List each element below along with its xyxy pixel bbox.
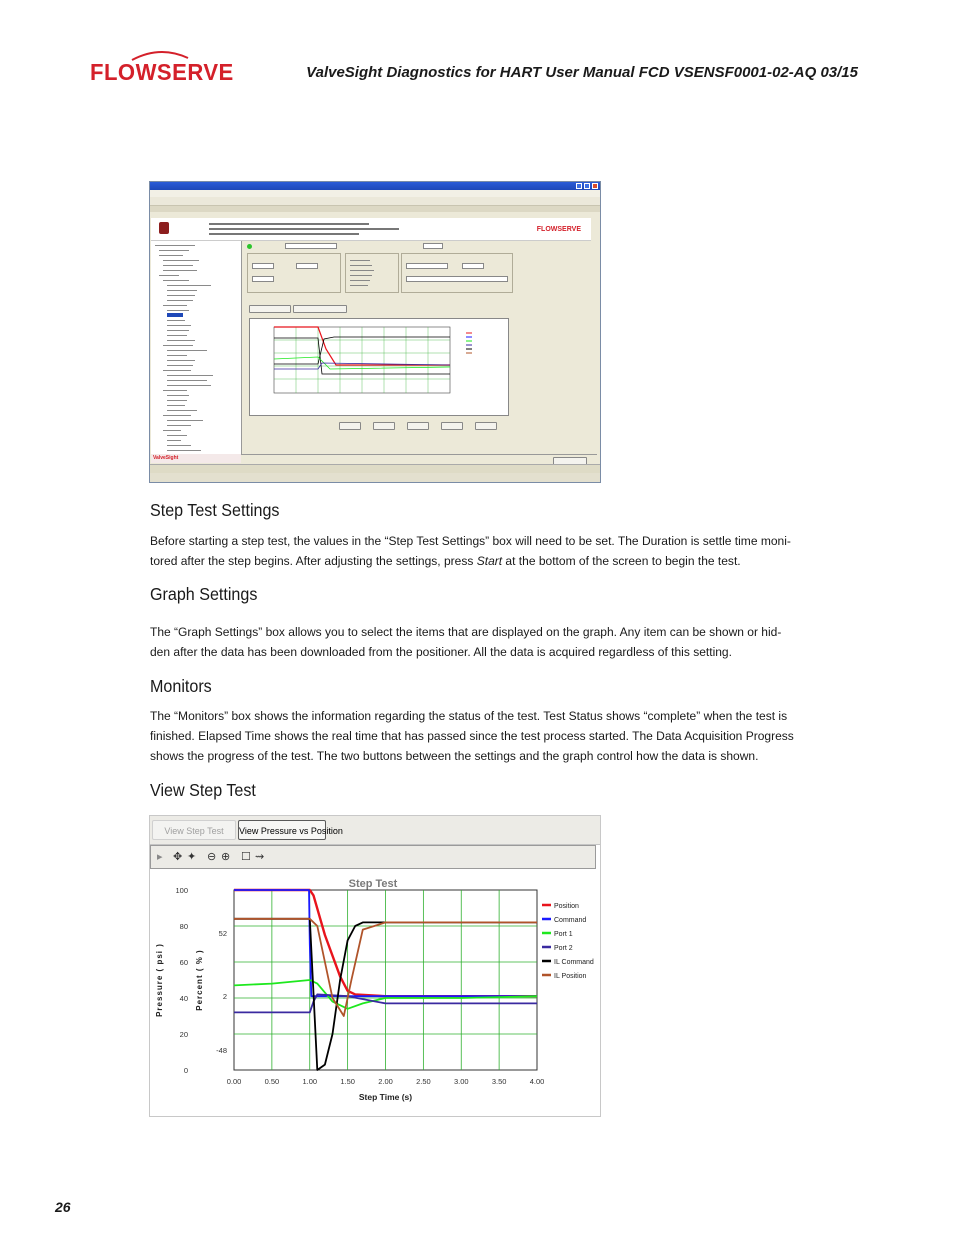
paragraph-line: den after the data has been downloaded from the positioner. All the data is acquired regardless of this setting. [150,645,732,659]
section-heading-step-test-settings: Step Test Settings [150,500,280,520]
x-tick-label: 1.00 [302,1077,318,1086]
app-titlebar [150,182,600,190]
x-tick-label: 3.50 [491,1077,507,1086]
navigation-tree [151,241,242,454]
app-view-step-test-button[interactable] [249,305,291,313]
graph-toolbar [150,845,596,869]
legend-label: IL Position [554,973,587,980]
x-axis-label: Step Time (s) [358,1092,413,1102]
y-tick-label-pressure: 60 [179,958,188,967]
app-start-button[interactable] [339,422,361,430]
x-tick-label: 2.50 [416,1077,431,1086]
view-button-bar [150,816,600,845]
x-tick-label: 0.50 [264,1077,280,1086]
app-step-test-graph [249,318,509,416]
app-load-button[interactable] [373,422,395,430]
step-test-settings-box [247,253,341,293]
y-tick-label-pressure: 40 [179,994,188,1003]
y-tick-label-pressure: 0 [183,1066,188,1075]
page-number: 26 [55,1199,71,1215]
app-screenshot [149,181,601,483]
flowserve-logo [90,57,234,87]
step-test-pane [243,241,591,454]
y-tick-label-pressure: 100 [175,886,188,895]
legend-label: Port 1 [554,931,573,938]
app-statusbar [150,473,600,482]
app-view-pressure-button[interactable] [293,305,347,313]
fit-icon[interactable]: ⇝ [255,851,265,863]
pan-icon[interactable]: ✥ [173,851,183,863]
status-led-icon [247,244,252,249]
zoom-select-icon[interactable]: ✦ [187,851,197,863]
app-taskbar [150,464,600,473]
line-part: at the bottom of the screen to begin the test. [502,554,741,568]
app-help-button[interactable] [475,422,497,430]
y-axis-label-pressure: Pressure ( psi ) [155,943,164,1017]
paragraph-line-with-emphasis [150,551,810,571]
minimize-icon[interactable] [576,183,582,189]
app-menubar [150,190,600,197]
device-icon [159,222,169,234]
paragraph-step-test-settings [150,531,810,571]
y-tick-label-percent: 2 [222,992,227,1002]
y-tick-label-percent: 52 [218,929,227,939]
monitors-box [401,253,513,293]
device-info-panel [151,218,591,241]
app-graph-svg [250,319,508,415]
paragraph-line: shows the progress of the test. The two buttons between the settings and the graph control how the data is shown. [150,749,759,763]
x-tick-label: 3.00 [453,1077,469,1086]
page-header-title: ValveSight Diagnostics for HART User Manual FCD VSENSF0001-02-AQ 03/15 [306,64,858,81]
legend-label: Position [554,903,579,910]
zoom-in-icon[interactable]: ⊕ [221,851,231,863]
x-tick-label: 2.00 [378,1077,393,1086]
app-save-button[interactable] [407,422,429,430]
app-valvesight-logo: ValveSight [151,454,241,463]
logo-text: FLOWSERVE [90,59,234,85]
paragraph-monitors [150,706,810,766]
zoom-out-icon[interactable]: ⊖ [207,851,217,863]
chart-title: Step Test [348,878,398,890]
x-tick-label: 1.50 [340,1077,355,1086]
play-arrow-icon[interactable]: ▸ [157,851,163,863]
mini-flowserve-logo: FLOWSERVE [536,226,581,233]
step-test-chart [150,870,600,1116]
y-axis-label-percent: Percent ( % ) [195,949,204,1011]
legend-label: IL Command [554,959,594,966]
paragraph-line: finished. Elapsed Time shows the real time that has passed since the test process started. The Data Acquisition Progress [150,729,794,743]
line-part: tored after the step begins. After adjusting the settings, press [150,554,477,568]
section-heading-monitors: Monitors [150,676,212,696]
paragraph-line: The “Graph Settings” box allows you to select the items that are displayed on the graph. Any item can be shown or hid- [150,625,782,639]
maximize-icon[interactable] [584,183,590,189]
paragraph-line: The “Monitors” box shows the information regarding the status of the test. Test Status shows “complete” when the test is [150,709,788,723]
paragraph-line: Before starting a step test, the values in the “Step Test Settings” box will need to be set. The Duration is settle time moni- [150,534,791,548]
checkbox-icon[interactable]: ☐ [241,851,251,863]
view-step-test-screenshot [149,815,601,1117]
view-step-test-button[interactable]: View Step Test [152,820,236,840]
app-print-button[interactable] [441,422,463,430]
graph-settings-box [345,253,399,293]
legend-label: Command [554,917,587,924]
app-toolbar [150,197,600,206]
app-tabs [150,206,600,212]
y-tick-label-pressure: 80 [179,922,188,931]
legend-label: Port 2 [554,945,573,952]
x-tick-label: 0.00 [226,1077,242,1086]
y-tick-label-percent: -48 [216,1046,227,1056]
section-heading-graph-settings: Graph Settings [150,584,258,604]
paragraph-graph-settings [150,622,810,662]
view-pressure-vs-position-button[interactable]: View Pressure vs Position [238,820,326,840]
x-tick-label: 4.00 [529,1077,545,1086]
close-icon[interactable] [592,183,598,189]
start-emphasis: Start [476,554,503,568]
y-tick-label-pressure: 20 [179,1030,188,1039]
section-heading-view-step-test: View Step Test [150,780,256,800]
